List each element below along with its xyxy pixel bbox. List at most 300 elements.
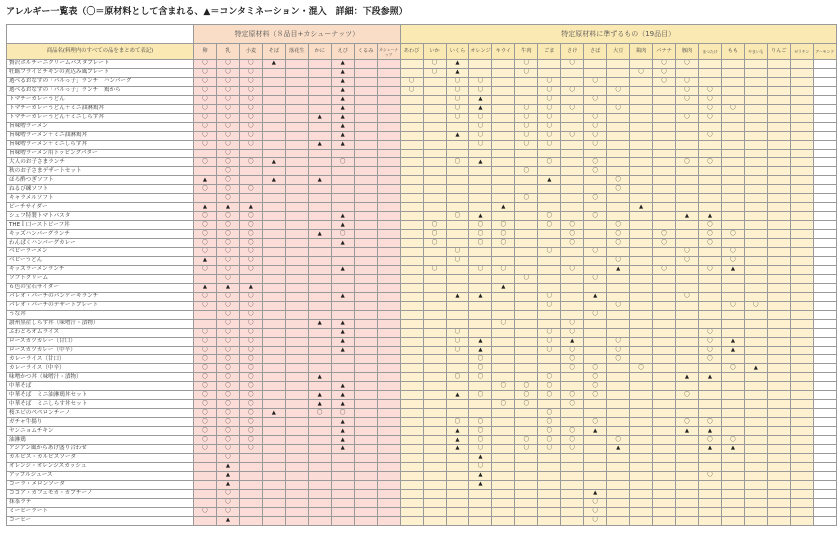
table-row <box>7 507 837 516</box>
allergen-cell-empty <box>653 113 676 122</box>
allergen-cell-empty <box>377 489 400 498</box>
allergen-cell-empty <box>285 104 308 113</box>
allergen-contains-mark: 〇 <box>194 158 217 167</box>
allergen-cell-empty <box>423 355 446 364</box>
allergen-cell-empty <box>446 283 469 292</box>
allergen-cell-empty <box>584 239 607 248</box>
allergen-cell-empty <box>790 185 813 194</box>
allergen-cell-empty <box>515 328 538 337</box>
allergen-cell-empty <box>377 516 400 525</box>
allergen-cell-empty <box>354 427 377 436</box>
allergen-cell-empty <box>262 355 285 364</box>
allergen-cell-empty <box>515 221 538 230</box>
allergen-contains-mark: 〇 <box>239 140 262 149</box>
allergen-cell-empty <box>423 462 446 471</box>
allergen-cell-empty <box>744 436 767 445</box>
allergen-cell-empty <box>377 436 400 445</box>
allergen-contains-mark: 〇 <box>538 131 561 140</box>
allergen-cell-empty <box>767 68 790 77</box>
allergen-cell-empty <box>469 516 492 525</box>
allergen-cell-empty <box>423 480 446 489</box>
allergen-contamination-mark: ▲ <box>446 68 469 77</box>
allergen-cell-empty <box>790 77 813 86</box>
allergen-cell-empty <box>354 418 377 427</box>
allergen-contains-mark: 〇 <box>607 256 630 265</box>
allergen-cell-empty <box>446 185 469 194</box>
allergen-cell-empty <box>721 507 744 516</box>
allergen-cell-empty <box>721 149 744 158</box>
allergen-contains-mark: 〇 <box>216 167 239 176</box>
allergen-cell-empty <box>721 471 744 480</box>
allergen-cell-empty <box>744 230 767 239</box>
allergen-cell-empty <box>377 346 400 355</box>
allergen-contamination-mark: ▲ <box>262 60 285 69</box>
allergen-cell-empty <box>676 337 699 346</box>
product-name-cell: ガチャ牛揚り <box>7 418 194 427</box>
allergen-cell-empty <box>446 230 469 239</box>
allergen-contamination-mark: ▲ <box>721 265 744 274</box>
allergen-cell-empty <box>285 337 308 346</box>
allergen-contamination-mark: ▲ <box>239 283 262 292</box>
allergen-cell-empty <box>538 203 561 212</box>
allergen-cell-empty <box>744 194 767 203</box>
table-row <box>7 158 837 167</box>
allergen-contains-mark: 〇 <box>469 373 492 382</box>
allergen-cell-empty <box>790 301 813 310</box>
allergen-contains-mark: 〇 <box>216 444 239 453</box>
allergen-cell-empty <box>423 498 446 507</box>
allergen-contains-mark: 〇 <box>515 131 538 140</box>
allergen-cell-empty <box>630 86 653 95</box>
allergen-cell-empty <box>262 364 285 373</box>
allergen-cell-empty <box>446 409 469 418</box>
allergen-cell-empty <box>561 507 584 516</box>
table-row <box>7 113 837 122</box>
allergen-contains-mark: 〇 <box>676 113 699 122</box>
allergen-cell-empty <box>767 140 790 149</box>
allergen-contains-mark: 〇 <box>584 113 607 122</box>
allergen-cell-empty <box>400 230 423 239</box>
allergen-contains-mark: 〇 <box>469 77 492 86</box>
allergen-cell-empty <box>285 68 308 77</box>
table-row <box>7 104 837 113</box>
allergen-cell-empty <box>400 248 423 257</box>
allergen-cell-empty <box>492 274 515 283</box>
allergen-cell-empty <box>790 167 813 176</box>
allergen-cell-empty <box>790 86 813 95</box>
allergen-cell-empty <box>790 292 813 301</box>
allergen-contains-mark: 〇 <box>446 328 469 337</box>
table-row <box>7 68 837 77</box>
allergen-cell-empty <box>630 77 653 86</box>
allergen-cell-empty <box>744 95 767 104</box>
allergen-cell-empty <box>653 194 676 203</box>
allergen-cell-empty <box>331 248 354 257</box>
allergen-cell-empty <box>721 453 744 462</box>
product-name-cell: 秋のお子さまデザートセット <box>7 167 194 176</box>
allergen-cell-empty <box>790 68 813 77</box>
allergen-contains-mark: 〇 <box>469 364 492 373</box>
table-row <box>7 265 837 274</box>
allergen-cell-empty <box>262 489 285 498</box>
allergen-contains-mark: 〇 <box>584 122 607 131</box>
product-name-cell: 牡蛎フライとチキンの煮込み風プレート <box>7 68 194 77</box>
allergen-cell-empty <box>630 319 653 328</box>
allergen-cell-empty <box>285 310 308 319</box>
allergen-cell-empty <box>561 158 584 167</box>
allergen-cell-empty <box>698 516 721 525</box>
allergen-contamination-mark: ▲ <box>584 427 607 436</box>
allergen-contamination-mark: ▲ <box>607 444 630 453</box>
allergen-cell-empty <box>653 248 676 257</box>
allergen-cell-empty <box>308 158 331 167</box>
allergen-cell-empty <box>698 498 721 507</box>
allergen-cell-empty <box>790 310 813 319</box>
allergen-cell-empty <box>721 77 744 86</box>
allergen-contains-mark: 〇 <box>538 418 561 427</box>
allergen-cell-empty <box>653 319 676 328</box>
allergen-cell-empty <box>630 212 653 221</box>
allergen-contains-mark: 〇 <box>194 230 217 239</box>
allergen-cell-empty <box>308 507 331 516</box>
product-name-cell: コーラ・メロンソーダ <box>7 480 194 489</box>
allergen-cell-empty <box>607 274 630 283</box>
column-header-allergen: かに <box>308 44 331 60</box>
allergen-cell-empty <box>653 355 676 364</box>
table-row <box>7 230 837 239</box>
allergen-cell-empty <box>676 328 699 337</box>
allergen-cell-empty <box>584 256 607 265</box>
allergen-contains-mark: 〇 <box>239 328 262 337</box>
allergen-cell-empty <box>561 409 584 418</box>
allergen-contains-mark: 〇 <box>538 436 561 445</box>
allergen-contains-mark: 〇 <box>308 409 331 418</box>
product-name-cell: コーヒー <box>7 516 194 525</box>
allergen-cell-empty <box>285 400 308 409</box>
allergen-contains-mark: 〇 <box>538 337 561 346</box>
allergen-contains-mark: 〇 <box>446 77 469 86</box>
allergen-cell-empty <box>400 471 423 480</box>
table-row <box>7 176 837 185</box>
allergen-cell-empty <box>469 167 492 176</box>
allergen-cell-empty <box>813 453 836 462</box>
allergen-cell-empty <box>446 364 469 373</box>
allergen-cell-empty <box>630 409 653 418</box>
allergen-cell-empty <box>194 498 217 507</box>
table-row <box>7 337 837 346</box>
table-row <box>7 516 837 525</box>
allergen-cell-empty <box>744 480 767 489</box>
allergen-cell-empty <box>653 310 676 319</box>
allergen-cell-empty <box>630 373 653 382</box>
allergen-cell-empty <box>377 462 400 471</box>
allergen-cell-empty <box>285 382 308 391</box>
product-name-cell: ロースカツカレー（中辛） <box>7 346 194 355</box>
allergen-cell-empty <box>721 382 744 391</box>
allergen-cell-empty <box>308 498 331 507</box>
allergen-cell-empty <box>377 453 400 462</box>
allergen-cell-empty <box>584 328 607 337</box>
allergen-cell-empty <box>400 427 423 436</box>
allergen-cell-empty <box>538 274 561 283</box>
allergen-cell-empty <box>584 203 607 212</box>
allergen-contains-mark: 〇 <box>216 122 239 131</box>
allergen-cell-empty <box>331 194 354 203</box>
allergen-cell-empty <box>744 382 767 391</box>
allergen-contains-mark: 〇 <box>469 140 492 149</box>
allergen-cell-empty <box>676 444 699 453</box>
allergen-cell-empty <box>377 248 400 257</box>
allergen-cell-empty <box>492 149 515 158</box>
allergen-cell-empty <box>239 176 262 185</box>
allergen-cell-empty <box>653 176 676 185</box>
allergen-cell-empty <box>721 122 744 131</box>
allergen-cell-empty <box>607 167 630 176</box>
allergen-cell-empty <box>767 409 790 418</box>
allergen-cell-empty <box>515 480 538 489</box>
allergen-cell-empty <box>653 453 676 462</box>
allergen-cell-empty <box>331 167 354 176</box>
allergen-cell-empty <box>698 301 721 310</box>
allergen-cell-empty <box>354 471 377 480</box>
product-name-cell: トマチーカレーうどん＋ミニ油淋鶏丼 <box>7 104 194 113</box>
allergen-cell-empty <box>285 158 308 167</box>
product-name-cell: うな丼 <box>7 310 194 319</box>
allergen-cell-empty <box>400 131 423 140</box>
allergen-cell-empty <box>698 453 721 462</box>
product-name-cell: ６色の宝石サイダー <box>7 283 194 292</box>
allergen-cell-empty <box>492 471 515 480</box>
allergen-cell-empty <box>492 418 515 427</box>
allergen-contains-mark: 〇 <box>653 68 676 77</box>
allergen-cell-empty <box>790 355 813 364</box>
allergen-cell-empty <box>400 480 423 489</box>
allergen-cell-empty <box>584 471 607 480</box>
allergen-contamination-mark: ▲ <box>630 203 653 212</box>
allergen-contains-mark: 〇 <box>239 400 262 409</box>
allergen-cell-empty <box>262 382 285 391</box>
product-name-cell: カレーライス（甘口） <box>7 355 194 364</box>
allergen-cell-empty <box>744 68 767 77</box>
allergen-cell-empty <box>354 248 377 257</box>
allergen-cell-empty <box>630 391 653 400</box>
allergen-cell-empty <box>790 489 813 498</box>
allergen-cell-empty <box>285 113 308 122</box>
allergen-cell-empty <box>630 301 653 310</box>
allergen-cell-empty <box>308 239 331 248</box>
allergen-cell-empty <box>285 498 308 507</box>
allergen-cell-empty <box>262 427 285 436</box>
allergen-contains-mark: 〇 <box>538 292 561 301</box>
allergen-cell-empty <box>285 256 308 265</box>
allergen-cell-empty <box>354 265 377 274</box>
allergen-contains-mark: 〇 <box>698 337 721 346</box>
table-row <box>7 256 837 265</box>
allergen-contamination-mark: ▲ <box>446 444 469 453</box>
allergen-cell-empty <box>790 453 813 462</box>
allergen-cell-empty <box>354 176 377 185</box>
allergen-cell-empty <box>744 400 767 409</box>
allergen-cell-empty <box>400 194 423 203</box>
allergen-cell-empty <box>354 319 377 328</box>
allergen-cell-empty <box>331 149 354 158</box>
allergen-cell-empty <box>721 60 744 69</box>
allergen-cell-empty <box>790 221 813 230</box>
allergen-cell-empty <box>285 265 308 274</box>
allergen-cell-empty <box>446 176 469 185</box>
allergen-cell-empty <box>630 167 653 176</box>
allergen-contains-mark: 〇 <box>239 256 262 265</box>
allergen-contains-mark: 〇 <box>698 86 721 95</box>
allergen-contains-mark: 〇 <box>584 194 607 203</box>
allergen-cell-empty <box>813 113 836 122</box>
allergen-cell-empty <box>354 453 377 462</box>
allergen-cell-empty <box>790 498 813 507</box>
allergen-cell-empty <box>584 104 607 113</box>
allergen-contains-mark: 〇 <box>446 158 469 167</box>
allergen-cell-empty <box>423 310 446 319</box>
table-row <box>7 203 837 212</box>
allergen-cell-empty <box>653 480 676 489</box>
allergen-cell-empty <box>423 194 446 203</box>
allergen-cell-empty <box>767 176 790 185</box>
allergen-cell-empty <box>423 436 446 445</box>
allergen-cell-empty <box>262 453 285 462</box>
allergen-cell-empty <box>744 346 767 355</box>
allergen-cell-empty <box>676 140 699 149</box>
allergen-contains-mark: 〇 <box>584 364 607 373</box>
allergen-cell-empty <box>813 364 836 373</box>
allergen-cell-empty <box>308 274 331 283</box>
allergen-cell-empty <box>607 382 630 391</box>
allergen-contamination-mark: ▲ <box>492 283 515 292</box>
allergen-cell-empty <box>698 382 721 391</box>
allergen-cell-empty <box>446 274 469 283</box>
allergen-contains-mark: 〇 <box>194 418 217 427</box>
allergen-cell-empty <box>698 122 721 131</box>
allergen-contains-mark: 〇 <box>194 292 217 301</box>
allergen-cell-empty <box>377 60 400 69</box>
allergen-cell-empty <box>790 400 813 409</box>
allergen-contains-mark: 〇 <box>216 427 239 436</box>
allergen-contamination-mark: ▲ <box>194 176 217 185</box>
allergen-cell-empty <box>767 221 790 230</box>
allergen-contains-mark: 〇 <box>744 301 767 310</box>
allergen-cell-empty <box>400 364 423 373</box>
allergen-cell-empty <box>285 149 308 158</box>
allergen-cell-empty <box>607 328 630 337</box>
allergen-cell-empty <box>423 203 446 212</box>
allergen-cell-empty <box>767 122 790 131</box>
allergen-cell-empty <box>492 310 515 319</box>
allergen-cell-empty <box>721 409 744 418</box>
allergen-contains-mark: 〇 <box>446 418 469 427</box>
allergen-contamination-mark: ▲ <box>698 444 721 453</box>
allergen-cell-empty <box>607 68 630 77</box>
allergen-cell-empty <box>607 310 630 319</box>
allergen-cell-empty <box>790 158 813 167</box>
table-row <box>7 310 837 319</box>
allergen-contains-mark: 〇 <box>216 60 239 69</box>
allergen-cell-empty <box>584 60 607 69</box>
allergen-cell-empty <box>285 122 308 131</box>
allergen-cell-empty <box>492 86 515 95</box>
allergen-cell-empty <box>767 364 790 373</box>
allergen-cell-empty <box>630 489 653 498</box>
allergen-contamination-mark: ▲ <box>698 212 721 221</box>
allergen-contains-mark: 〇 <box>469 239 492 248</box>
allergen-contains-mark: 〇 <box>216 292 239 301</box>
allergen-contains-mark: 〇 <box>216 239 239 248</box>
allergen-cell-empty <box>653 400 676 409</box>
allergen-contains-mark: 〇 <box>194 382 217 391</box>
allergen-cell-empty <box>331 471 354 480</box>
allergen-cell-empty <box>744 203 767 212</box>
allergen-cell-empty <box>767 462 790 471</box>
allergen-contamination-mark: ▲ <box>239 203 262 212</box>
allergen-cell-empty <box>354 167 377 176</box>
allergen-cell-empty <box>698 149 721 158</box>
allergen-contains-mark: 〇 <box>469 462 492 471</box>
allergen-contamination-mark: ▲ <box>469 346 492 355</box>
allergen-cell-empty <box>698 60 721 69</box>
allergen-cell-empty <box>744 471 767 480</box>
allergen-cell-empty <box>262 212 285 221</box>
allergen-contains-mark: 〇 <box>698 346 721 355</box>
allergen-cell-empty <box>813 489 836 498</box>
allergen-contains-mark: 〇 <box>607 355 630 364</box>
allergen-cell-empty <box>469 60 492 69</box>
allergen-cell-empty <box>698 140 721 149</box>
allergen-cell-empty <box>790 364 813 373</box>
allergen-contains-mark: 〇 <box>584 77 607 86</box>
allergen-cell-empty <box>538 256 561 265</box>
allergen-cell-empty <box>492 113 515 122</box>
allergen-cell-empty <box>653 158 676 167</box>
allergen-cell-empty <box>377 507 400 516</box>
product-name-cell: ソフトクリーム <box>7 274 194 283</box>
allergen-cell-empty <box>423 104 446 113</box>
allergen-contains-mark: 〇 <box>331 409 354 418</box>
allergen-cell-empty <box>469 256 492 265</box>
allergen-contains-mark: 〇 <box>584 248 607 257</box>
allergen-cell-empty <box>630 149 653 158</box>
allergen-cell-empty <box>653 212 676 221</box>
allergen-cell-empty <box>744 256 767 265</box>
allergen-contains-mark: 〇 <box>194 436 217 445</box>
allergen-cell-empty <box>354 480 377 489</box>
allergen-contains-mark: 〇 <box>607 221 630 230</box>
allergen-cell-empty <box>308 328 331 337</box>
allergen-cell-empty <box>653 122 676 131</box>
allergen-contamination-mark: ▲ <box>446 292 469 301</box>
allergen-cell-empty <box>538 319 561 328</box>
allergen-contains-mark: 〇 <box>446 86 469 95</box>
allergen-cell-empty <box>492 480 515 489</box>
allergen-contamination-mark: ▲ <box>216 203 239 212</box>
allergen-cell-empty <box>607 248 630 257</box>
allergen-contains-mark: 〇 <box>561 60 584 69</box>
allergen-contains-mark: 〇 <box>492 239 515 248</box>
allergen-cell-empty <box>653 382 676 391</box>
allergen-cell-empty <box>653 346 676 355</box>
allergen-cell-empty <box>813 301 836 310</box>
allergen-cell-empty <box>377 122 400 131</box>
allergen-contains-mark: 〇 <box>216 319 239 328</box>
allergen-contains-mark: 〇 <box>515 382 538 391</box>
product-name-cell: ふわとろオムライス <box>7 328 194 337</box>
allergen-cell-empty <box>515 498 538 507</box>
